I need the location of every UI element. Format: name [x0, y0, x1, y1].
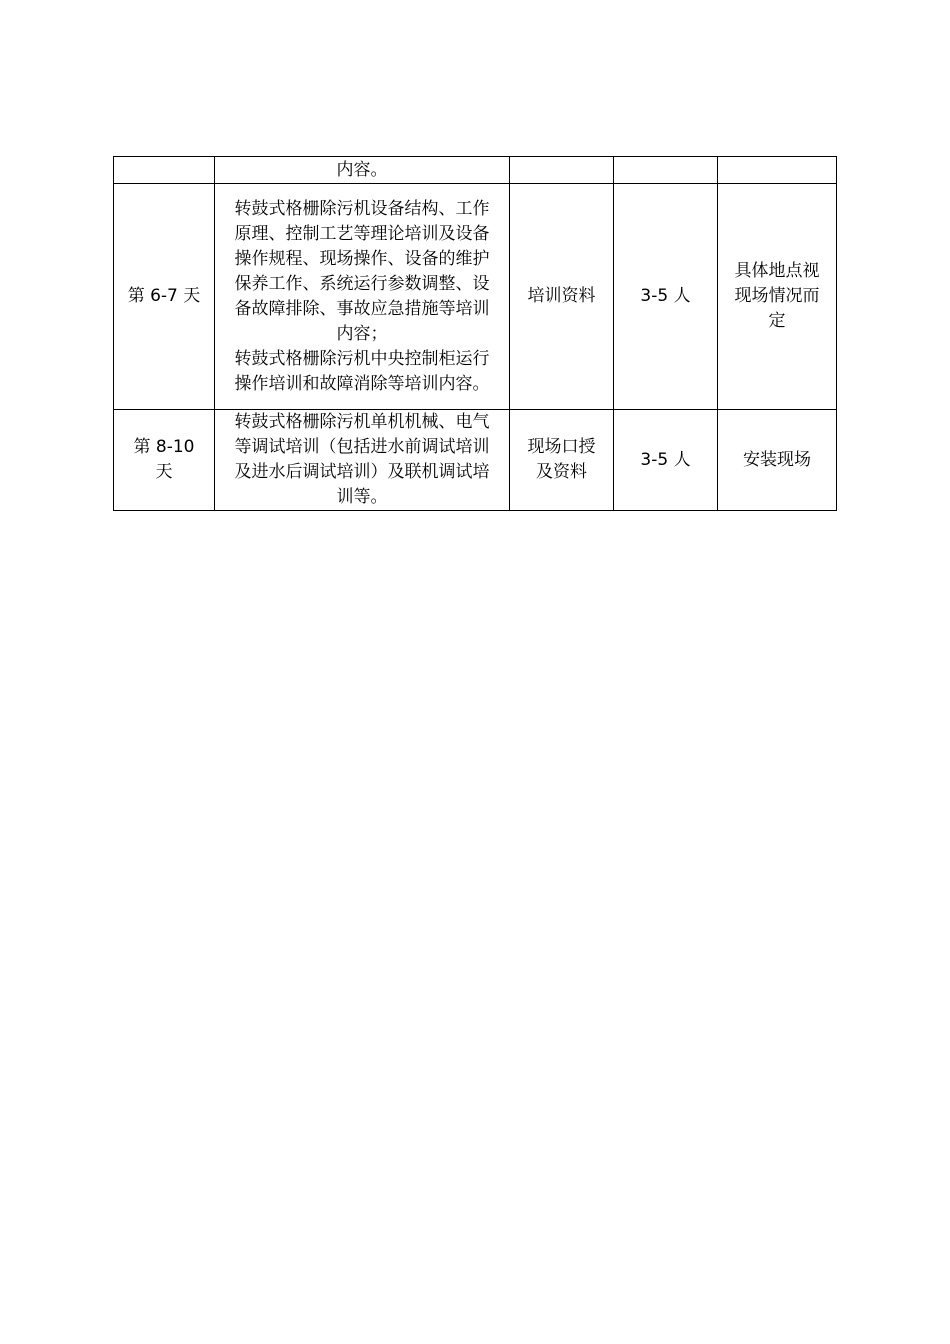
- table-row: [114, 184, 837, 410]
- location-cell: 具体地点视现场情况而定: [718, 184, 837, 410]
- day-cell: 第 8-10 天: [114, 410, 215, 511]
- content-paragraph: 转鼓式格栅除污机单机机械、电气等调试培训（包括进水前调试培训及进水后调试培训）及联机调试培训等。: [234, 412, 490, 507]
- content-paragraph: 转鼓式格栅除污机中央控制柜运行操作培训和故障消除等培训内容。: [234, 348, 490, 394]
- location-cell: 安装现场: [718, 410, 837, 511]
- table-row: [114, 157, 837, 184]
- content-cell: [215, 410, 510, 511]
- method-cell: [510, 157, 614, 184]
- training-schedule-table: [113, 156, 837, 511]
- table-row: [114, 410, 837, 511]
- content-cell: [215, 184, 510, 410]
- people-cell: [614, 157, 718, 184]
- content-paragraph: 内容。: [336, 159, 388, 180]
- day-cell: 第 6-7 天: [114, 184, 215, 410]
- people-cell: 3-5 人: [614, 184, 718, 410]
- people-cell: 3-5 人: [614, 410, 718, 511]
- method-cell: 培训资料: [510, 184, 614, 410]
- method-cell: 现场口授及资料: [510, 410, 614, 511]
- location-cell: [718, 157, 837, 184]
- content-paragraph: 转鼓式格栅除污机设备结构、工作原理、控制工艺等理论培训及设备操作规程、现场操作、设备的维护保养工作、系统运行参数调整、设备故障排除、事故应急措施等培训内容；: [234, 198, 490, 344]
- content-cell: [215, 157, 510, 184]
- day-cell: [114, 157, 215, 184]
